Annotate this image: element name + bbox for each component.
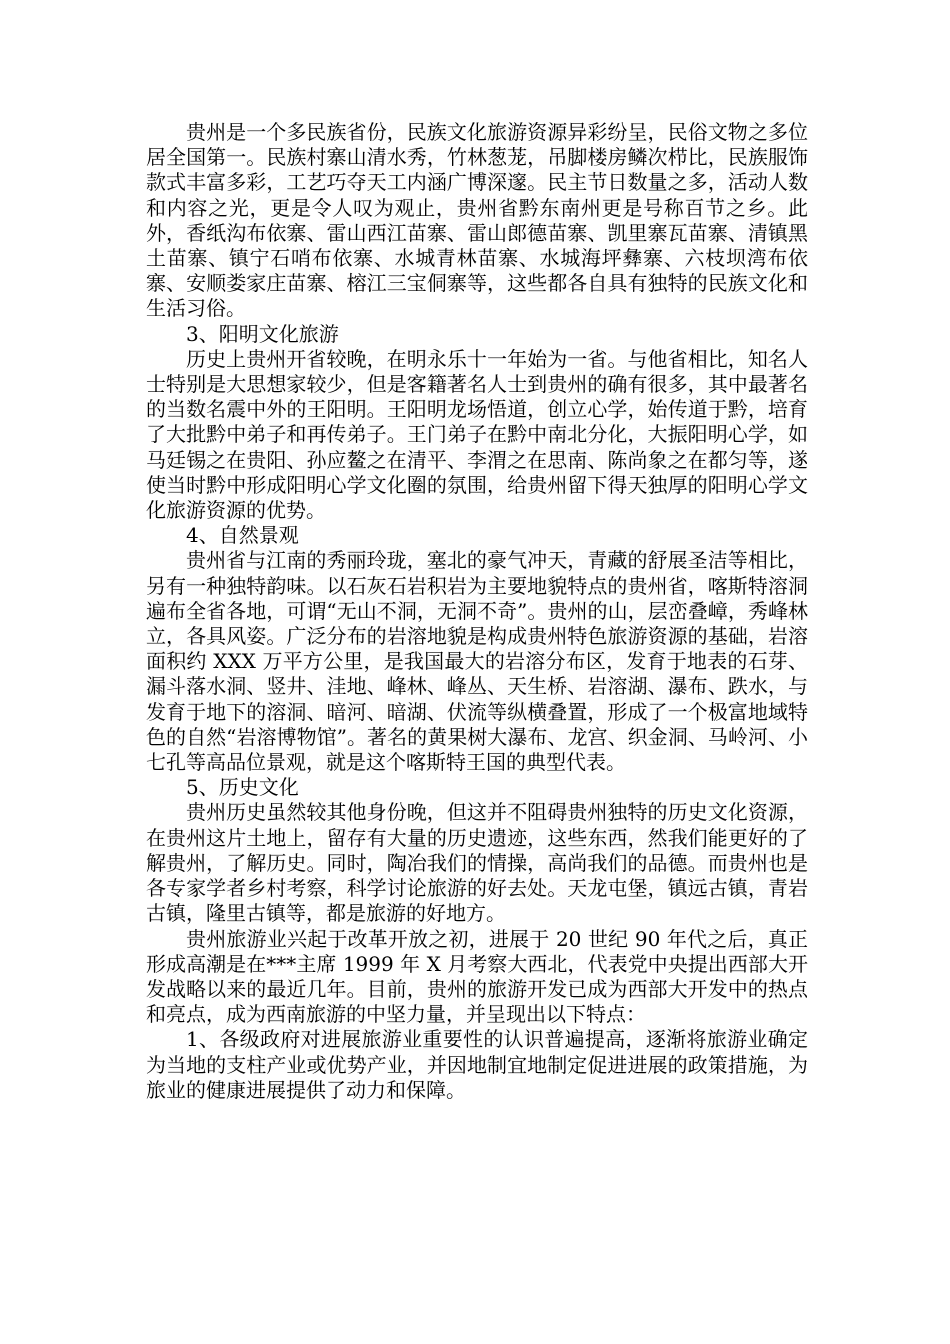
paragraph-history-culture: 贵州历史虽然较其他身份晚，但这并不阻碍贵州独特的历史文化资源，在贵州这片土地上，留存有大量的历史遗迹，这些东西，然我们能更好的了解贵州，了解历史。同时，陶冶我们的情操，高尚我们的品德。而贵州也是各专家学者乡村考察，科学讨论旅游的好去处。天龙屯堡，镇远古镇，青岩古镇，隆里古镇等，都是旅游的好地方。 — [146, 800, 808, 926]
heading-natural-scenery: 4、自然景观 — [186, 523, 299, 548]
paragraph-natural-scenery: 贵州省与江南的秀丽玲珑，塞北的豪气冲天，青藏的舒展圣洁等相比，另有一种独特韵味。以石灰石岩积岩为主要地貌特点的贵州省，喀斯特溶洞遍布全省各地，可谓“无山不洞，无洞不奇”。贵州的山，层峦叠嶂，秀峰林立，各具风姿。广泛分布的岩溶地貌是构成贵州特色旅游资源的基础，岩溶面积约 XXX 万平方公里，是我国最大的岩溶分布区，发育于地表的石芽、漏斗落水洞、竖井、洼地、峰林、峰丛、天生桥、岩溶湖、瀑布、跌水，与发育于地下的溶洞、暗河、暗湖、伏流等纵横叠置，形成了一个极富地域特色的自然“岩溶博物馆”。著名的黄果树大瀑布、龙宫、织金洞、马岭河、小七孔等高品位景观，就是这个喀斯特王国的典型代表。 — [146, 548, 808, 775]
heading-history-culture: 5、历史文化 — [186, 775, 299, 800]
heading-yangming-culture: 3、阳明文化旅游 — [186, 321, 339, 346]
paragraph-feature-1: 1、各级政府对进展旅游业重要性的认识普遍提高，逐渐将旅游业确定为当地的支柱产业或优势产业，并因地制宜地制定促进进展的政策措施，为旅业的健康进展提供了动力和保障。 — [146, 1027, 808, 1102]
document-page — [146, 120, 808, 1103]
paragraph-ethnic-culture: 贵州是一个多民族省份，民族文化旅游资源异彩纷呈，民俗文物之多位居全国第一。民族村寨山清水秀，竹林葱茏，吊脚楼房鳞次栉比，民族服饰款式丰富多彩，工艺巧夺天工内涵广博深邃。民主节日数量之多，活动人数和内容之光，更是令人叹为观止，贵州省黔东南州更是号称百节之乡。此外，香纸沟布依寨、雷山西江苗寨、雷山郎德苗寨、凯里寨瓦苗寨、清镇黑土苗寨、镇宁石哨布依寨、水城青林苗寨、水城海坪彝寨、六枝坝湾布依寨、安顺娄家庄苗寨、榕江三宝侗寨等，这些都各自具有独特的民族文化和生活习俗。 — [146, 120, 808, 321]
paragraph-tourism-development: 贵州旅游业兴起于改革开放之初，进展于 20 世纪 90 年代之后，真正形成高潮是在***主席 1999 年 X 月考察大西北，代表党中央提出西部大开发战略以来的最近几年。目前，贵州的旅游开发已成为西部大开发中的热点和亮点，成为西南旅游的中坚力量，并呈现出以下特点： — [146, 926, 808, 1027]
paragraph-yangming-culture: 历史上贵州开省较晚，在明永乐十一年始为一省。与他省相比，知名人士特别是大思想家较少，但是客籍著名人士到贵州的确有很多，其中最著名的当数名震中外的王阳明。王阳明龙场悟道，创立心学，始传道于黔，培育了大批黔中弟子和再传弟子。王门弟子在黔中南北分化，大振阳明心学，如马廷锡之在贵阳、孙应鳌之在清平、李渭之在思南、陈尚象之在都匀等，遂使当时黔中形成阳明心学文化圈的氛围，给贵州留下得天独厚的阳明心学文化旅游资源的优势。 — [146, 346, 808, 523]
